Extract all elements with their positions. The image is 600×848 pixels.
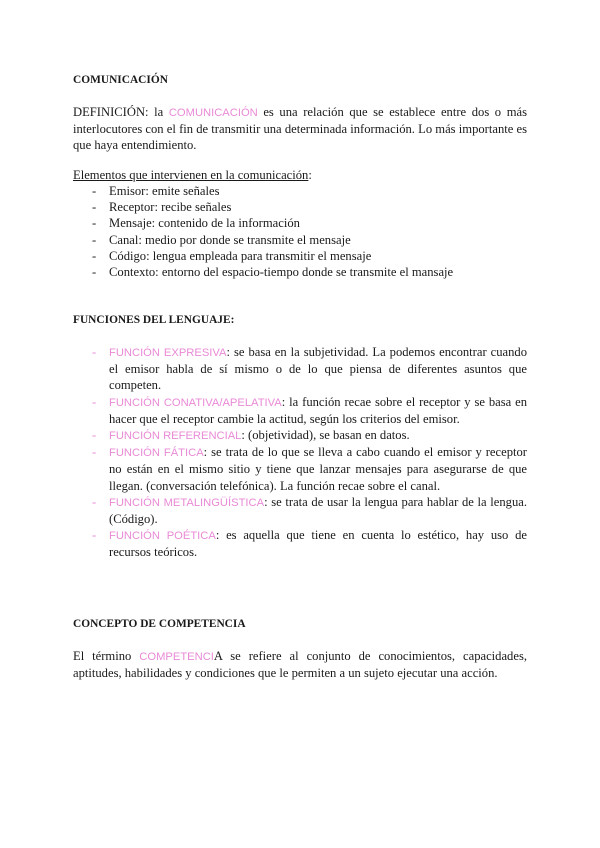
funcion-text: : se trata de lo que se lleva a cabo cuando el emisor y receptor no están en el mismo sitio y tiene que lanzar mensajes para asegurarse de que llegan. (conversación telefónica). La función recae sobre el canal. (109, 445, 527, 493)
definition-highlight: COMUNICACIÓN (168, 107, 258, 119)
list-item: - Mensaje: contenido de la información (73, 215, 527, 231)
funciones-list (73, 344, 527, 561)
funcion-text: : es aquella que tiene en cuenta lo estético, hay uso de recursos teóricos. (109, 528, 527, 560)
funcion-name: FUNCIÓN FÁTICA (109, 447, 204, 460)
funcion-text: : se trata de usar la lengua para hablar de la lengua. (Código). (109, 494, 527, 527)
competencia-rest: A se refiere al conjunto de conocimientos, capacidades, aptitudes, habilidades y condiciones que le permiten a un sujeto ejecutar una acción. (73, 649, 527, 681)
heading-funciones: FUNCIONES DEL LENGUAJE: (73, 314, 235, 326)
funcion-name: FUNCIÓN REFERENCIAL (109, 430, 242, 443)
heading-competencia: CONCEPTO DE COMPETENCIA (73, 618, 246, 630)
list-item (73, 394, 527, 427)
list-item (73, 494, 527, 527)
funcion-name: FUNCIÓN EXPRESIVA (109, 347, 227, 359)
heading-comunicacion: COMUNICACIÓN (73, 74, 168, 86)
competencia-paragraph (73, 648, 527, 681)
list-dash: - (92, 345, 97, 359)
list-item (73, 444, 527, 494)
elements-list (73, 183, 527, 280)
funcion-text: : (objetividad), se basan en datos. (241, 428, 410, 443)
list-item (73, 344, 527, 394)
definition-paragraph (73, 104, 527, 154)
elements-title-line (73, 167, 527, 183)
list-item: - Canal: medio por donde se transmite el mensaje (73, 232, 527, 248)
list-dash: - (92, 394, 97, 409)
list-item: - Receptor: recibe señales (73, 199, 527, 215)
competencia-highlight: COMPETENCI (139, 651, 214, 663)
definition-prefix: DEFINICIÓN: la (73, 105, 169, 119)
funcion-text: : la función recae sobre el receptor y se basa en hacer que el receptor cambie la actitud, según los criterios del emisor. (109, 394, 527, 426)
list-dash: - (92, 445, 97, 460)
definition-rest: es una relación que se establece entre dos o más interlocutores con el fin de transmitir una determinada información. Lo más importante es que haya entendimiento. (73, 105, 527, 153)
funcion-text: : se basa en la subjetividad. La podemos encontrar cuando el emisor habla de sí mismo o de lo que piensa de diferentes asuntos que competen. (109, 345, 527, 393)
list-item (73, 527, 527, 560)
list-dash: - (92, 528, 97, 543)
list-item: - Emisor: emite señales (73, 183, 527, 199)
funcion-name: FUNCIÓN METALINGÜÍSTICA (109, 496, 265, 509)
competencia-prefix: El término (73, 649, 140, 663)
funcion-name: FUNCIÓN CONATIVA/APELATIVA (109, 396, 282, 409)
list-item: - Contexto: entorno del espacio-tiempo donde se transmite el mansaje (73, 264, 527, 280)
elements-title-colon: : (308, 168, 312, 182)
list-item (73, 427, 527, 444)
list-item: - Código: lengua empleada para transmitir el mensaje (73, 248, 527, 264)
list-dash: - (92, 428, 97, 443)
list-dash: - (92, 494, 97, 509)
funcion-name: FUNCIÓN POÉTICA (109, 530, 216, 543)
elements-title: Elementos que intervienen en la comunicación (73, 168, 309, 182)
